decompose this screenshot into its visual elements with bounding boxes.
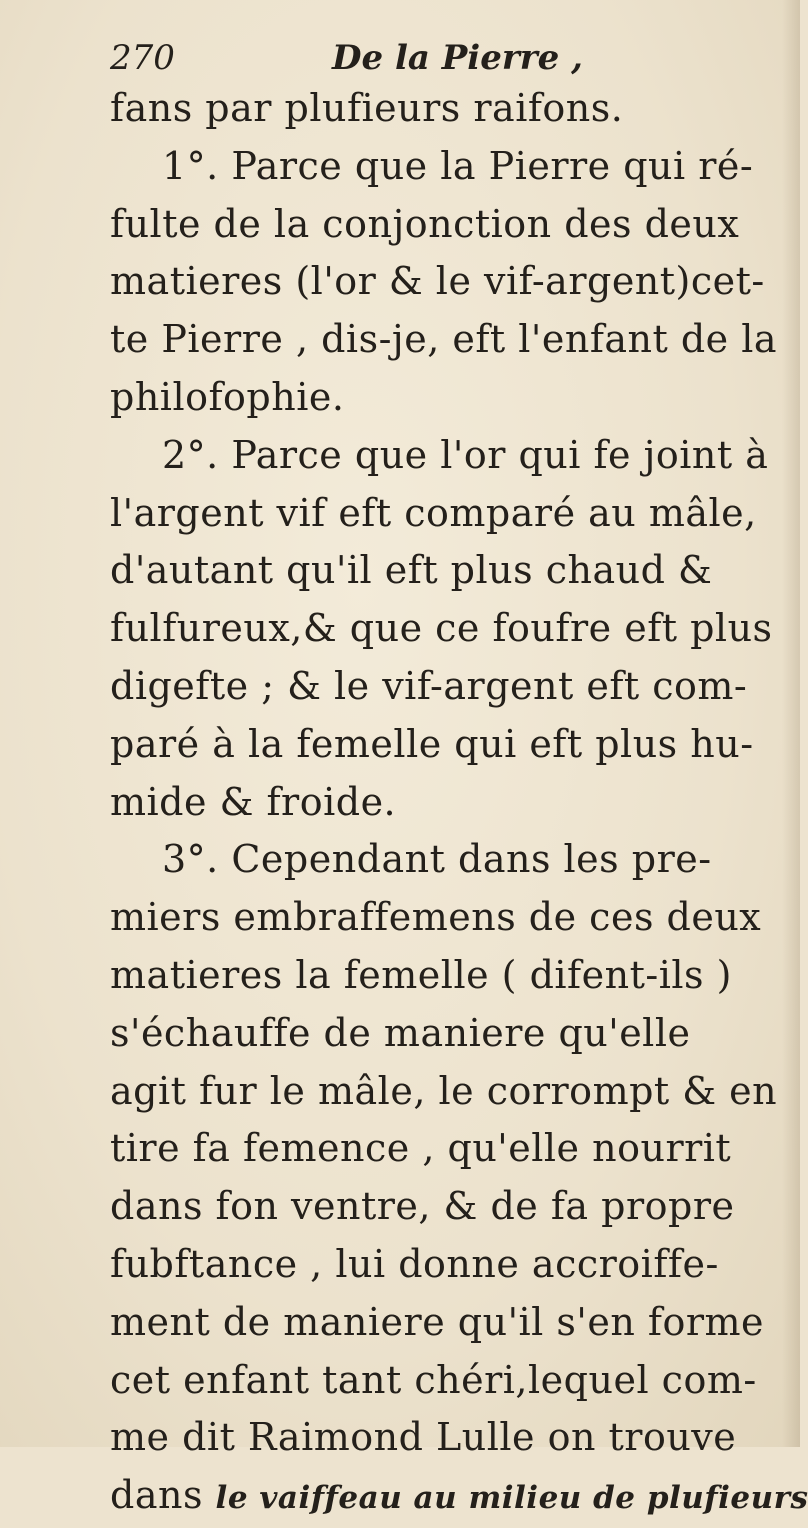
page-edge-shadow [782, 0, 800, 1447]
text-line: 1°. Parce que la Pierre qui ré- [162, 143, 754, 188]
text-line: fulfureux,& que ce foufre eft plus [110, 606, 773, 651]
italic-phrase: le vaiffeau au milieu de plufieurs [215, 1480, 808, 1517]
text-line: miers embraffemens de ces deux [110, 895, 762, 940]
text-line: tire fa femence , qu'elle nourrit [110, 1126, 732, 1171]
text-line: agit fur le mâle, le corrompt & en [110, 1068, 778, 1113]
text-line: dans fon ventre, & de fa propre [110, 1184, 735, 1229]
text-line: cet enfant tant chéri,lequel com- [110, 1357, 757, 1402]
text-line: fulte de la conjonction des deux [110, 201, 740, 246]
text-line: matieres (l'or & le vif-argent)cet- [110, 259, 765, 304]
text-line: fubftance , lui donne accroiffe- [110, 1241, 719, 1286]
text-line: digefte ; & le vif-argent eft com- [110, 663, 748, 708]
body-text [110, 80, 808, 1525]
text-line: mide & froide. [110, 779, 397, 824]
text-line: paré à la femelle qui eft plus hu- [110, 721, 754, 766]
running-title: De la Pierre , [332, 38, 583, 78]
text-line: ment de maniere qu'il s'en forme [110, 1299, 765, 1344]
text-line-lead: dans [110, 1473, 216, 1518]
text-line: s'échauffe de maniere qu'elle [110, 1010, 691, 1055]
text-line: 2°. Parce que l'or qui fe joint à [162, 432, 769, 477]
text-line: te Pierre , dis-je, eft l'enfant de la [110, 317, 778, 362]
text-line: l'argent vif eft comparé au mâle, [110, 490, 757, 535]
page-number: 270 [110, 38, 175, 78]
text-line: me dit Raimond Lulle on trouve [110, 1415, 737, 1460]
text-line-last [110, 1467, 808, 1525]
text-line: d'autant qu'il eft plus chaud & [110, 548, 713, 593]
text-line: philofophie. [110, 374, 345, 419]
text-line: fans par plufieurs raifons. [110, 86, 624, 130]
text-line: 3°. Cependant dans les pre- [162, 837, 712, 882]
text-line: matieres la femelle ( difent-ils ) [110, 952, 732, 997]
